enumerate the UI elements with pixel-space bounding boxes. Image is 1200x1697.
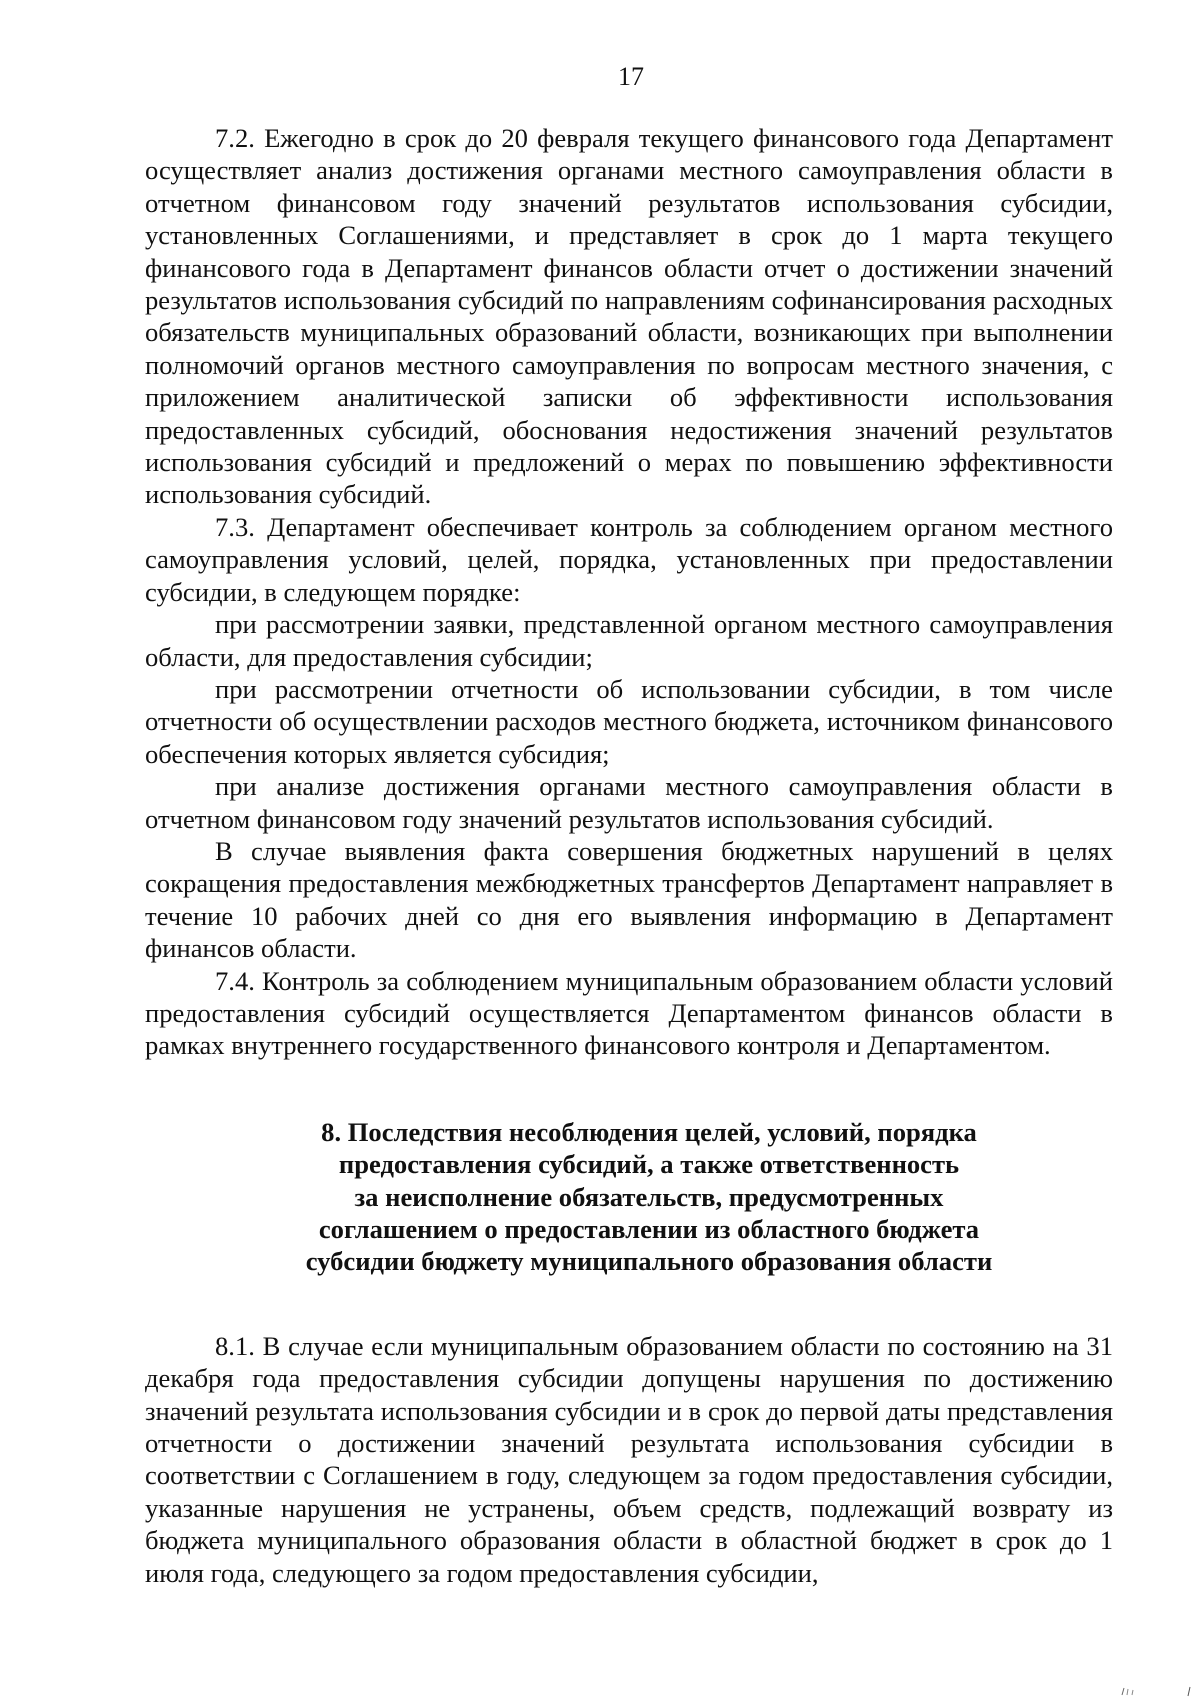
- heading-line: за неисполнение обязательств, предусмотренных: [354, 1181, 944, 1212]
- paragraph-7-4: 7.4. Контроль за соблюдением муниципальным образованием области условий предоставления субсидий осуществляется Департаментом финансов области в рамках внутреннего государственного финансового контроля и Департаментом.: [145, 965, 1113, 1061]
- paragraph-7-3-item-2: при рассмотрении отчетности об использовании субсидии, в том числе отчетности об осуществлении расходов местного бюджета, источником финансового обеспечения которых является субсидия;: [145, 673, 1113, 769]
- paragraph-7-3-violations: В случае выявления факта совершения бюджетных нарушений в целях сокращения предоставления межбюджетных трансфертов Департамент направляет в течение 10 рабочих дней со дня его выявления информацию в Департамент финансов области.: [145, 835, 1113, 964]
- heading-line: соглашением о предоставлении из областного бюджета: [318, 1214, 980, 1244]
- heading-line: 8. Последствия несоблюдения целей, условий, порядка: [321, 1116, 977, 1147]
- paragraph-7-3-item-3: при анализе достижения органами местного самоуправления области в отчетном финансовом году значений результатов использования субсидий.: [145, 771, 1113, 834]
- page-number: 17: [618, 62, 644, 91]
- heading-line: предоставления субсидий, а также ответственность: [338, 1149, 960, 1180]
- document-body: [145, 122, 1113, 1589]
- section-8-heading: [145, 1116, 1113, 1278]
- paragraph-8-1: 8.1. В случае если муниципальным образованием области по состоянию на 31 декабря года предоставления субсидии допущены нарушения по достижению значений результата использования субсидии и в срок до первой даты представления отчетности о достижении значений результата использования субсидии в соответствии с Соглашением в году, следующем за годом предоставления субсидии, указанные нарушения не устранены, объем средств, подлежащий возврату из бюджета муниципального образования области в областной бюджет в срок до 1 июля года, следующего за годом предоставления субсидии,: [145, 1330, 1113, 1588]
- paragraph-7-3-item-1: при рассмотрении заявки, представленной органом местного самоуправления области, для предоставления субсидии;: [145, 609, 1113, 672]
- scan-edge-mark: [1100, 1685, 1200, 1697]
- paragraph-7-3: 7.3. Департамент обеспечивает контроль за соблюдением органом местного самоуправления условий, целей, порядка, установленных при предоставлении субсидии, в следующем порядке:: [145, 511, 1113, 607]
- paragraph-7-2: 7.2. Ежегодно в срок до 20 февраля текущего финансового года Департамент осуществляет анализ достижения органами местного самоуправления области в отчетном финансовом году значений результатов использования субсидии, установленных Соглашениями, и представляет в срок до 1 марта текущего финансового года в Департамент финансов области отчет о достижении значений результатов использования субсидий по направлениям софинансирования расходных обязательств муниципальных образований области, возникающих при выполнении полномочий органов местного самоуправления по вопросам местного значения, с приложением аналитической записки об эффективности использования предоставленных субсидий, обоснования недостижения значений результатов использования субсидий и предложений о мерах по повышению эффективности использования субсидий.: [145, 123, 1113, 510]
- heading-line: субсидии бюджету муниципального образования области: [305, 1246, 993, 1277]
